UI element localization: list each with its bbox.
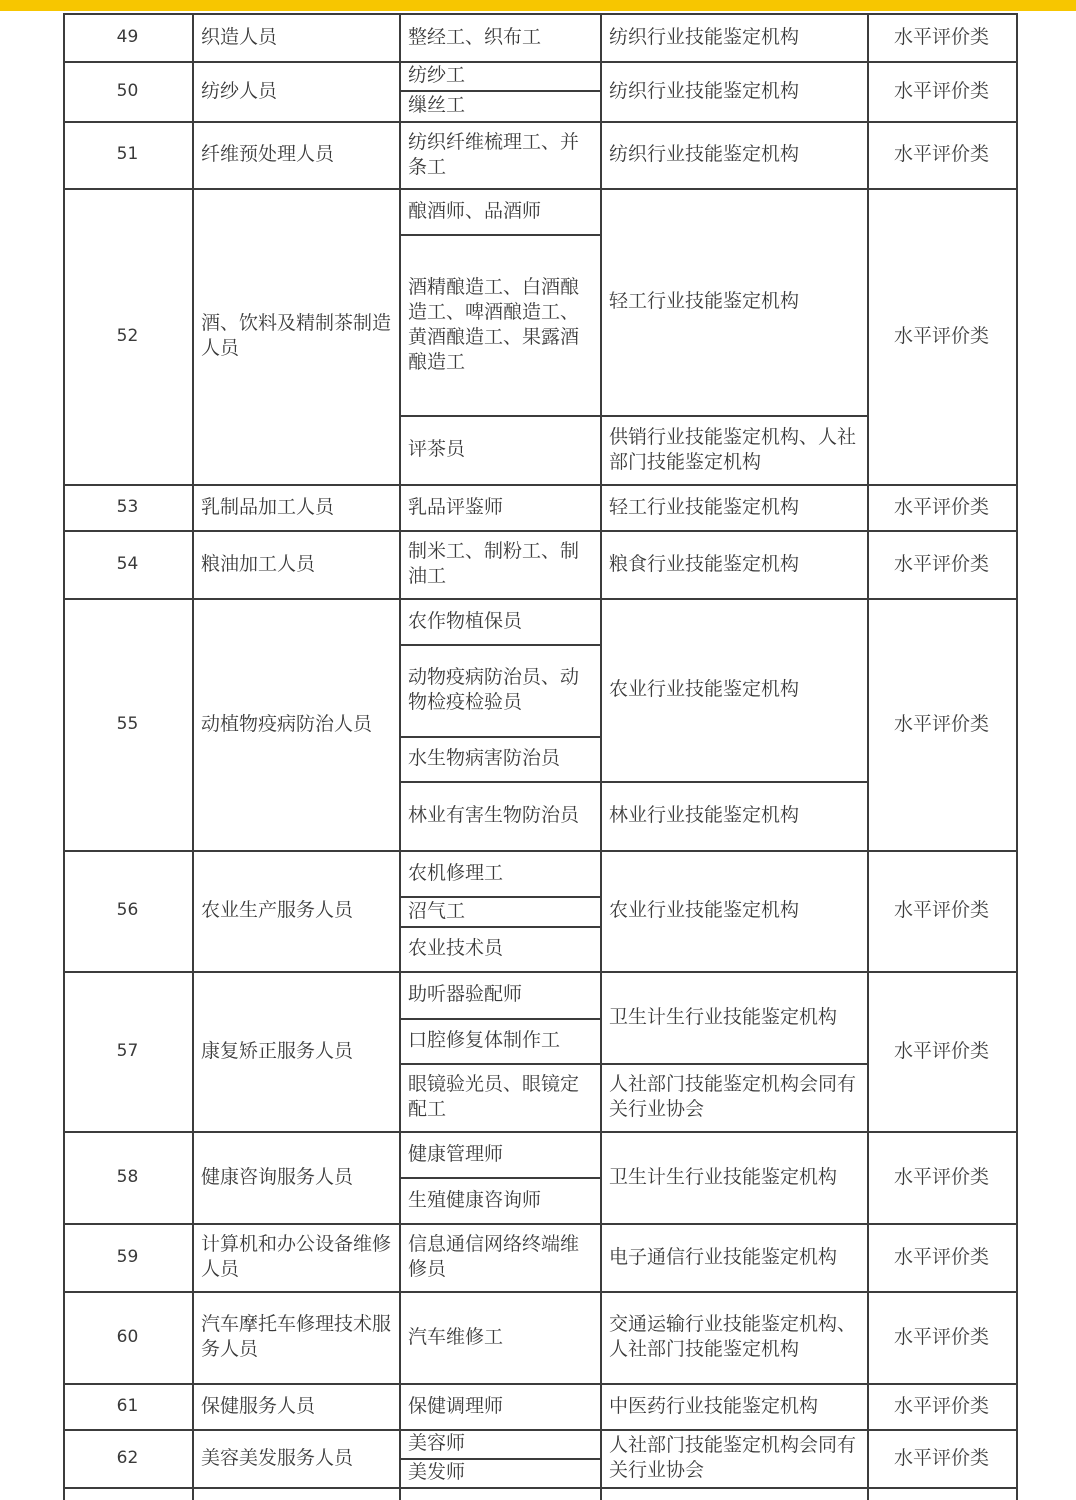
job-title-text: 保健调理师 xyxy=(408,1394,504,1417)
job-title xyxy=(399,484,600,530)
appraisal-org-text: 林业行业技能鉴定机构 xyxy=(609,804,800,826)
occupation-group xyxy=(192,188,399,484)
appraisal-org xyxy=(600,781,867,850)
job-title xyxy=(399,896,600,926)
job-title xyxy=(399,1458,600,1487)
category-label xyxy=(867,1223,1016,1291)
job-title xyxy=(399,1383,600,1429)
category-label xyxy=(867,1131,1016,1223)
category-label xyxy=(867,13,1016,61)
row-number xyxy=(63,188,192,484)
category-label-text: 水平评价类 xyxy=(893,25,989,48)
job-title-text: 农机修理工 xyxy=(408,861,504,884)
appraisal-org xyxy=(600,1429,867,1487)
job-title xyxy=(399,850,600,896)
job-title xyxy=(399,13,600,61)
occupation-group-text: 粮油加工人员 xyxy=(201,552,316,575)
row-number xyxy=(63,971,192,1131)
category-label xyxy=(867,1383,1016,1429)
job-separator xyxy=(399,1458,600,1460)
job-title xyxy=(399,530,600,598)
job-title xyxy=(399,644,600,736)
occupation-group-text: 乳制品加工人员 xyxy=(201,495,335,518)
job-title xyxy=(399,781,600,850)
category-label xyxy=(867,1291,1016,1383)
org-separator xyxy=(600,1063,867,1065)
row-number-text: 61 xyxy=(116,1395,139,1416)
row-number xyxy=(63,121,192,188)
category-label-text: 水平评价类 xyxy=(893,495,989,518)
occupation-group xyxy=(192,1429,399,1487)
category-label-text: 水平评价类 xyxy=(893,712,989,735)
appraisal-org xyxy=(600,13,867,61)
row-number xyxy=(63,1429,192,1487)
row-number xyxy=(63,13,192,61)
category-label-text: 水平评价类 xyxy=(893,143,989,165)
row-number xyxy=(63,1291,192,1383)
occupation-group-text: 动植物疫病防治人员 xyxy=(201,712,373,735)
job-title-text: 健康管理师 xyxy=(408,1142,504,1165)
job-title xyxy=(399,1223,600,1291)
job-separator xyxy=(399,1063,600,1065)
appraisal-org xyxy=(600,1383,867,1429)
appraisal-org xyxy=(600,1131,867,1223)
job-separator xyxy=(399,896,600,898)
appraisal-org xyxy=(600,598,867,781)
occupation-group-text: 美容美发服务人员 xyxy=(201,1446,354,1469)
category-label xyxy=(867,121,1016,188)
category-label-text: 水平评价类 xyxy=(893,79,989,102)
appraisal-org-text: 电子通信行业技能鉴定机构 xyxy=(609,1245,838,1268)
row-number-text: 54 xyxy=(116,553,139,574)
job-title-text: 纺织纤维梳理工、并条工 xyxy=(408,130,580,178)
row-number-text: 59 xyxy=(116,1246,139,1267)
job-title-text: 酒精酿造工、白酒酿造工、啤酒酿造工、黄酒酿造工、果露酒酿造工 xyxy=(408,275,580,373)
job-title-text: 助听器验配师 xyxy=(408,983,523,1005)
job-title-text: 眼镜验光员、眼镜定配工 xyxy=(408,1073,580,1120)
row-number xyxy=(63,1383,192,1429)
appraisal-org-text: 人社部门技能鉴定机构会同有关行业协会 xyxy=(609,1073,857,1120)
occupation-group xyxy=(192,530,399,598)
row-number-text: 52 xyxy=(116,325,139,346)
occupation-group xyxy=(192,1131,399,1223)
job-title xyxy=(399,1063,600,1131)
appraisal-org-text: 纺织行业技能鉴定机构 xyxy=(609,25,800,48)
appraisal-org-text: 轻工行业技能鉴定机构 xyxy=(609,495,800,518)
job-title-text: 整经工、织布工 xyxy=(408,25,542,48)
appraisal-org xyxy=(600,484,867,530)
occupation-group-text: 织造人员 xyxy=(201,25,278,48)
job-title-text: 林业有害生物防治员 xyxy=(408,804,580,826)
occupation-group xyxy=(192,971,399,1131)
occupation-group xyxy=(192,121,399,188)
job-title xyxy=(399,1429,600,1458)
job-title xyxy=(399,1291,600,1383)
job-separator xyxy=(399,926,600,928)
occupation-group-text: 酒、饮料及精制茶制造人员 xyxy=(201,312,392,359)
job-title-text: 沼气工 xyxy=(408,899,466,922)
row-number xyxy=(63,484,192,530)
row-number xyxy=(63,850,192,971)
category-label xyxy=(867,1429,1016,1487)
appraisal-org-text: 农业行业技能鉴定机构 xyxy=(609,678,800,700)
appraisal-org-text: 卫生计生行业技能鉴定机构 xyxy=(609,1165,838,1188)
occupation-group xyxy=(192,484,399,530)
row-number-text: 56 xyxy=(116,900,139,920)
job-title xyxy=(399,926,600,971)
job-separator xyxy=(399,644,600,646)
row-number-text: 53 xyxy=(116,496,139,517)
occupation-group xyxy=(192,598,399,850)
job-title xyxy=(399,188,600,234)
job-title-text: 评茶员 xyxy=(408,438,466,460)
appraisal-org-text: 供销行业技能鉴定机构、人社部门技能鉴定机构 xyxy=(609,425,857,473)
category-label-text: 水平评价类 xyxy=(893,1039,989,1062)
appraisal-org xyxy=(600,1063,867,1131)
job-title xyxy=(399,598,600,644)
appraisal-org xyxy=(600,530,867,598)
row-number xyxy=(63,1223,192,1291)
appraisal-org-text: 轻工行业技能鉴定机构 xyxy=(609,290,800,312)
job-title-text: 汽车维修工 xyxy=(408,1325,504,1348)
job-separator xyxy=(399,781,600,783)
row-number-text: 55 xyxy=(116,713,139,734)
row-number-text: 62 xyxy=(116,1447,139,1468)
occupation-group-text: 健康咨询服务人员 xyxy=(201,1165,354,1188)
occupation-group-text: 农业生产服务人员 xyxy=(201,899,354,921)
category-label xyxy=(867,188,1016,484)
category-label-text: 水平评价类 xyxy=(893,1394,989,1417)
occupation-group xyxy=(192,1223,399,1291)
category-label-text: 水平评价类 xyxy=(893,1245,989,1268)
appraisal-org xyxy=(600,415,867,484)
job-separator xyxy=(399,1177,600,1179)
category-label xyxy=(867,971,1016,1131)
appraisal-org-text: 卫生计生行业技能鉴定机构 xyxy=(609,1005,838,1028)
job-title xyxy=(399,90,600,121)
job-title-text: 动物疫病防治员、动物检疫检验员 xyxy=(408,666,580,713)
job-title-text: 纺纱工 xyxy=(408,64,466,86)
appraisal-org xyxy=(600,1291,867,1383)
appraisal-org-text: 人社部门技能鉴定机构会同有关行业协会 xyxy=(609,1434,857,1481)
job-title-text: 美发师 xyxy=(408,1461,466,1483)
job-title-text: 口腔修复体制作工 xyxy=(408,1029,561,1051)
row-number xyxy=(63,61,192,121)
table-vline xyxy=(1016,13,1018,1500)
row-number xyxy=(63,1131,192,1223)
occupation-group xyxy=(192,13,399,61)
category-label-text: 水平评价类 xyxy=(893,1446,989,1469)
appraisal-org-text: 纺织行业技能鉴定机构 xyxy=(609,79,800,102)
appraisal-org xyxy=(600,971,867,1063)
category-label xyxy=(867,530,1016,598)
job-title xyxy=(399,121,600,188)
appraisal-org xyxy=(600,61,867,121)
row-number-text: 58 xyxy=(116,1166,139,1187)
occupation-group-text: 康复矫正服务人员 xyxy=(201,1039,354,1062)
category-label xyxy=(867,598,1016,850)
table-row-border xyxy=(63,1487,1018,1489)
job-separator xyxy=(399,1018,600,1020)
appraisal-org xyxy=(600,121,867,188)
org-separator xyxy=(600,415,867,417)
job-separator xyxy=(399,234,600,236)
row-number xyxy=(63,530,192,598)
row-number-text: 57 xyxy=(116,1040,139,1061)
job-title-text: 乳品评鉴师 xyxy=(408,495,504,518)
job-separator xyxy=(399,90,600,92)
appraisal-org xyxy=(600,188,867,415)
job-title-text: 水生物病害防治员 xyxy=(408,747,561,769)
occupation-group-text: 计算机和办公设备维修人员 xyxy=(201,1233,392,1280)
job-title xyxy=(399,1018,600,1063)
appraisal-org-text: 交通运输行业技能鉴定机构、人社部门技能鉴定机构 xyxy=(609,1313,857,1360)
job-title-text: 美容师 xyxy=(408,1432,466,1454)
occupation-group xyxy=(192,1383,399,1429)
occupation-group xyxy=(192,850,399,971)
occupation-group-text: 纤维预处理人员 xyxy=(201,143,335,165)
category-label xyxy=(867,61,1016,121)
occupation-group xyxy=(192,1291,399,1383)
appraisal-org-text: 粮食行业技能鉴定机构 xyxy=(609,552,800,575)
appraisal-org-text: 纺织行业技能鉴定机构 xyxy=(609,143,800,165)
category-label-text: 水平评价类 xyxy=(893,1165,989,1188)
occupation-group-text: 保健服务人员 xyxy=(201,1394,316,1417)
appraisal-org xyxy=(600,1223,867,1291)
row-number-text: 51 xyxy=(116,144,139,164)
occupation-group-text: 纺纱人员 xyxy=(201,79,278,102)
job-title-text: 缫丝工 xyxy=(408,94,466,116)
occupation-group-text: 汽车摩托车修理技术服务人员 xyxy=(201,1313,392,1360)
category-label-text: 水平评价类 xyxy=(893,1325,989,1348)
org-separator xyxy=(600,781,867,783)
job-title xyxy=(399,971,600,1018)
row-number-text: 60 xyxy=(116,1326,139,1347)
category-label xyxy=(867,850,1016,971)
category-label-text: 水平评价类 xyxy=(893,324,989,347)
occupation-group xyxy=(192,61,399,121)
job-title-text: 生殖健康咨询师 xyxy=(408,1188,542,1211)
appraisal-org-text: 中医药行业技能鉴定机构 xyxy=(609,1394,819,1417)
job-title-text: 制米工、制粉工、制油工 xyxy=(408,540,580,587)
job-title xyxy=(399,736,600,781)
row-number xyxy=(63,598,192,850)
row-number-text: 50 xyxy=(116,80,139,101)
job-title xyxy=(399,61,600,90)
job-separator xyxy=(399,736,600,738)
job-title xyxy=(399,415,600,484)
job-title xyxy=(399,1177,600,1223)
row-number-text: 49 xyxy=(116,26,139,47)
job-title-text: 农作物植保员 xyxy=(408,609,523,632)
job-title-text: 农业技术员 xyxy=(408,937,504,959)
job-title xyxy=(399,234,600,415)
category-label-text: 水平评价类 xyxy=(893,899,989,921)
category-label-text: 水平评价类 xyxy=(893,552,989,575)
appraisal-org-text: 农业行业技能鉴定机构 xyxy=(609,899,800,921)
job-title xyxy=(399,1131,600,1177)
category-label xyxy=(867,484,1016,530)
job-separator xyxy=(399,415,600,417)
job-title-text: 信息通信网络终端维修员 xyxy=(408,1233,580,1280)
job-title-text: 酿酒师、品酒师 xyxy=(408,199,542,222)
appraisal-org xyxy=(600,850,867,971)
